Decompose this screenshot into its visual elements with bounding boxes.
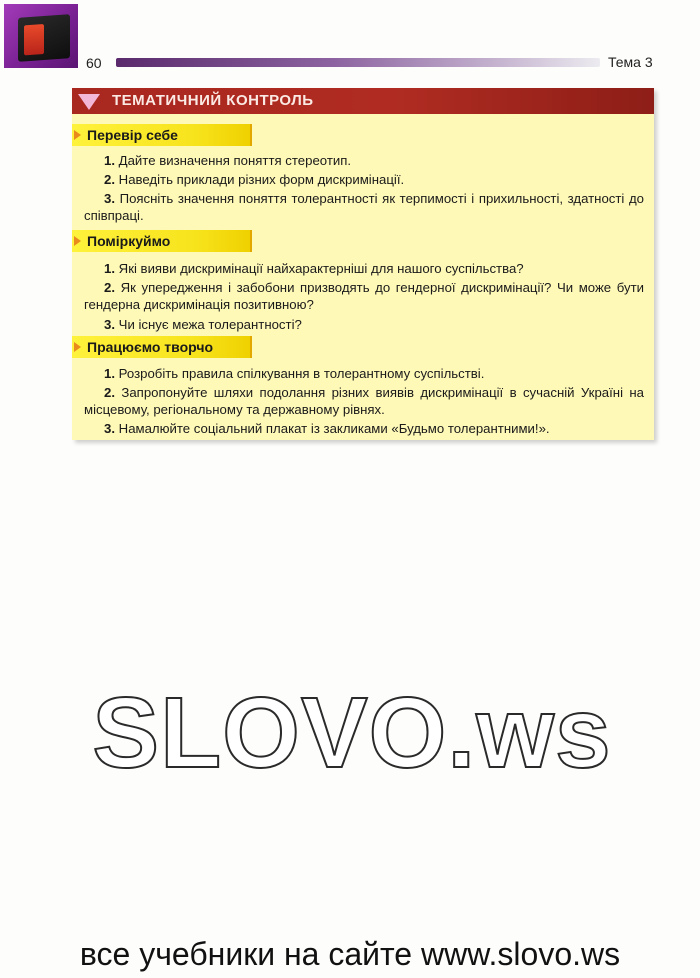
section-tag-check-yourself <box>72 124 252 146</box>
chevron-right-icon <box>74 342 81 352</box>
item-text: Як упередження і забобони призводять до гендерної дискримінації? Чи може бути гендерна дискримінація позитивною? <box>84 280 644 312</box>
list-item <box>84 152 644 169</box>
item-text: Чи існує межа толерантності? <box>118 317 302 332</box>
chevron-right-icon <box>74 130 81 140</box>
list-item <box>84 365 644 382</box>
triangle-icon <box>78 94 100 110</box>
item-number: 1. <box>104 366 115 381</box>
item-text: Які вияви дискримінації найхарактерніші для нашого суспільства? <box>118 261 524 276</box>
watermark-logo: SLOVO.ws <box>92 677 612 789</box>
thematic-control-box <box>72 88 654 440</box>
list-item <box>84 384 644 418</box>
list-item <box>84 171 644 188</box>
item-text: Дайте визначення поняття стереотип. <box>118 153 352 168</box>
item-text: Розробіть правила спілкування в толерантному суспільстві. <box>118 366 485 381</box>
corner-logo <box>4 4 78 68</box>
list-item <box>84 190 644 224</box>
header-bar <box>116 58 600 67</box>
section-tag-reflect <box>72 230 252 252</box>
item-number: 2. <box>104 280 115 295</box>
footer-text: все учебники на сайте www.slovo.ws <box>79 936 621 972</box>
item-text: Намалюйте соціальний плакат із закликами «Будьмо толерантними!». <box>118 421 550 436</box>
section-tag-work-creatively <box>72 336 252 358</box>
list-item <box>84 279 644 313</box>
section-title: Перевір себе <box>87 127 178 143</box>
box-title: ТЕМАТИЧНИЙ КОНТРОЛЬ <box>112 92 314 109</box>
item-number: 3. <box>104 421 115 436</box>
item-number: 2. <box>104 172 115 187</box>
item-text: Поясніть значення поняття толерантності як терпимості і прихильності, здатності до співпраці. <box>84 191 644 223</box>
chevron-right-icon <box>74 236 81 246</box>
list-item <box>84 260 644 277</box>
item-number: 1. <box>104 153 115 168</box>
list-item <box>84 316 644 333</box>
section-title: Поміркуймо <box>87 233 171 249</box>
book-cube-icon <box>18 14 70 62</box>
box-header <box>72 88 654 114</box>
list-item <box>84 420 644 437</box>
section-title: Працюємо творчо <box>87 339 214 355</box>
topic-label: Тема 3 <box>608 54 653 70</box>
item-number: 2. <box>104 385 115 400</box>
item-text: Запропонуйте шляхи подолання різних виявів дискримінації в сучасній Україні на місцевому, регіональному та державному рівнях. <box>84 385 644 417</box>
item-number: 3. <box>104 191 115 206</box>
page-number: 60 <box>86 55 102 71</box>
item-text: Наведіть приклади різних форм дискримінації. <box>118 172 405 187</box>
item-number: 3. <box>104 317 115 332</box>
item-number: 1. <box>104 261 115 276</box>
